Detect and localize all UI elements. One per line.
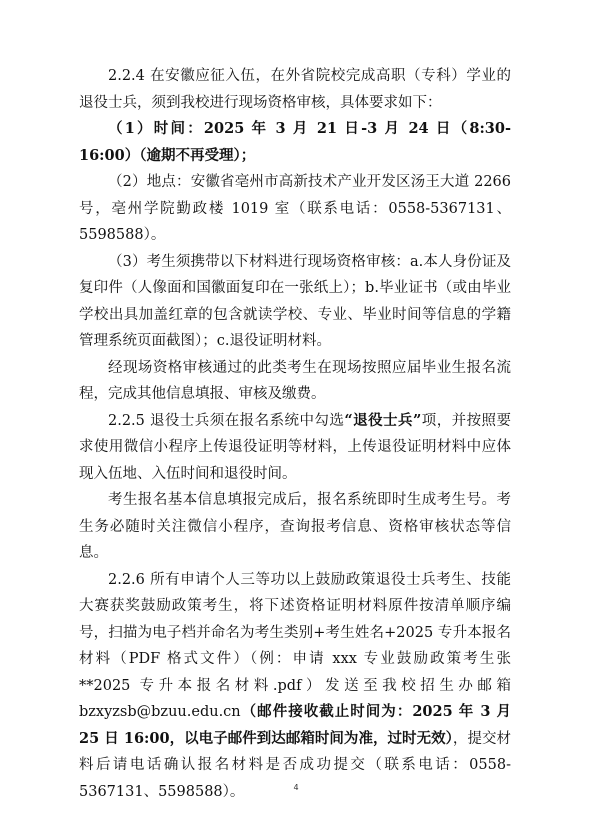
paragraph-after-review: 经现场资格审核通过的此类考生在现场按照应届毕业生报名流程，完成其他信息填报、审核及缴费。	[79, 359, 511, 402]
paragraph-2-2-4-intro: 2.2.4 在安徽应征入伍，在外省院校完成高职（专科）学业的退役士兵，须到我校进行现场资格审核，具体要求如下：	[79, 68, 511, 111]
paragraph-2-2-6-start: 2.2.6 所有申请个人三等功以上鼓励政策退役士兵考生、技能大赛获奖鼓励政策考生，将下述资格证明材料原件按清单顺序编号，扫描为电子档并命名为考生类别+考生姓名+2025 专升本报名材料（PDF 格式文件）（例：申请 xxx 专业鼓励政策考生张**2025 专升本报名材料.pdf）发送至我校招生办邮箱 bzxyzsb@bzuu.edu.cn	[79, 571, 511, 720]
page-number: 4	[293, 783, 299, 792]
paragraph-place: （2）地点：安徽省亳州市高新技术产业开发区汤王大道 2266 号，亳州学院勤政楼 1019 室（联系电话：0558-5367131、5598588）。	[79, 174, 511, 243]
document-body	[79, 63, 511, 805]
paragraph-2-2-5-end: 项，并按照要求使用微信小程序上传退役证明等材料，上传退役证明材料中应体现入伍地、入伍时间和退役时间。	[79, 412, 512, 482]
paragraph-2-2-6-end: ，提交材料后请电话确认报名材料是否成功提交（联系电话：0558-5367131、5598588）。	[79, 730, 512, 800]
veteran-option-label: “退役士兵”	[344, 411, 422, 429]
paragraph-2-2-6	[79, 567, 511, 806]
paragraph-time: （1）时间：2025 年 3 月 21 日-3 月 24 日（8:30-16:00）（逾期不再受理）；	[79, 120, 511, 164]
paragraph-materials: （3）考生须携带以下材料进行现场资格审核：a.本人身份证及复印件（人像面和国徽面复印在一张纸上）；b.毕业证书（或由毕业学校出具加盖红章的包含就读学校、专业、毕业时间等信息的学籍管理系统页面截图）；c.退役证明材料。	[79, 253, 511, 349]
paragraph-2-2-5	[79, 408, 511, 488]
email-deadline-notice: （邮件接收截止时间为：2025 年 3 月 25 日 16:00，以电子邮件到达邮箱时间为准，过时无效）	[79, 703, 511, 747]
paragraph-exam-number: 考生报名基本信息填报完成后，报名系统即时生成考生号。考生务必随时关注微信小程序，查询报考信息、资格审核状态等信息。	[79, 492, 511, 561]
paragraph-2-2-5-start: 2.2.5 退役士兵须在报名系统中勾选	[108, 412, 345, 429]
